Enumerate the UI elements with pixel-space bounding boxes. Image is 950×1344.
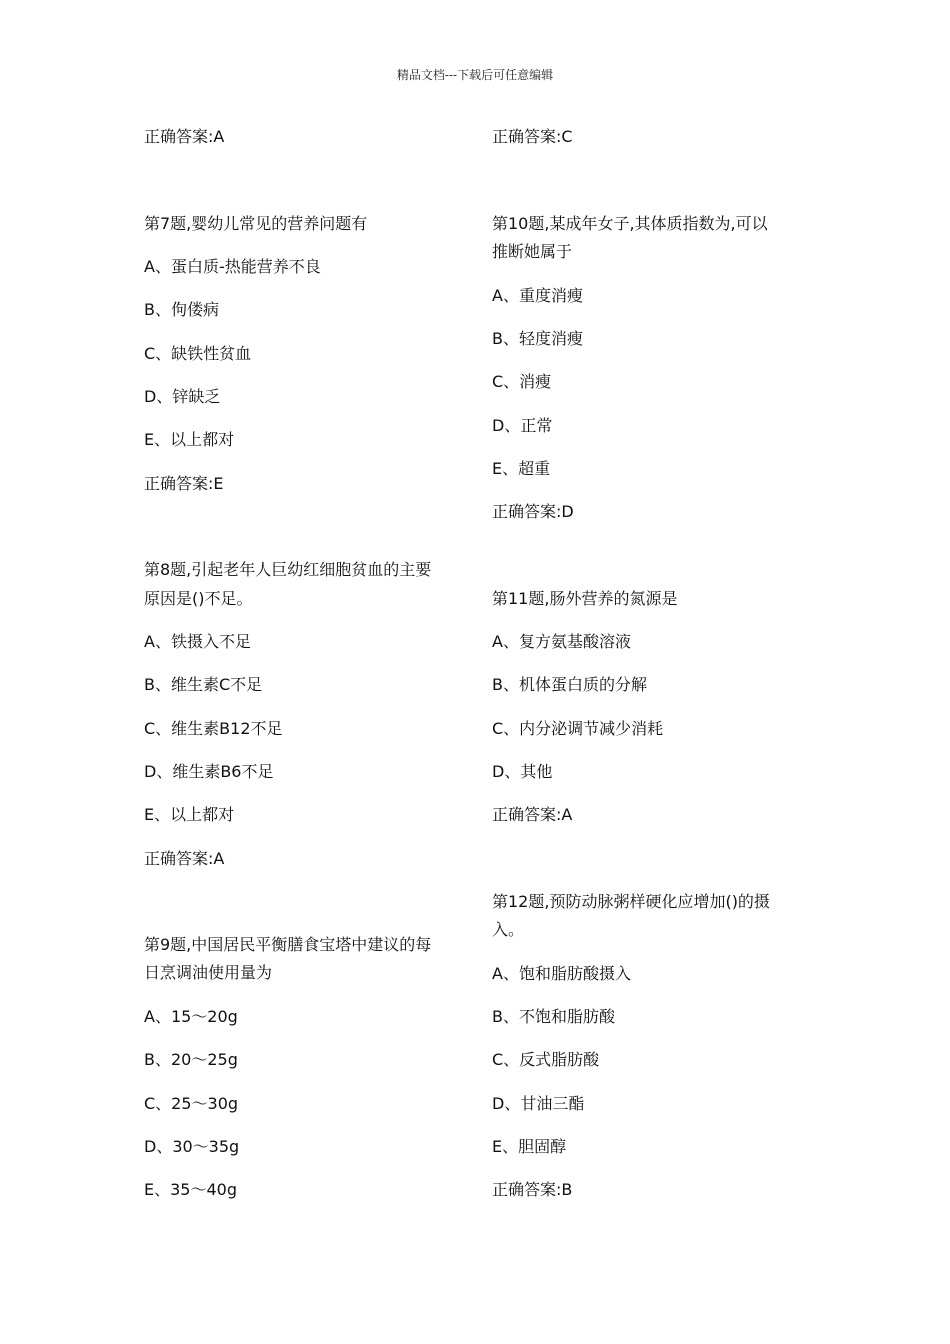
question-title-line-1: 第12题,预防动脉粥样硬化应增加()的摄 — [492, 892, 770, 911]
option-a: A、蛋白质-热能营养不良 — [144, 257, 321, 276]
option-c: C、反式脂肪酸 — [492, 1050, 600, 1069]
answer-q9-prev: 正确答案:C — [492, 127, 573, 146]
option-b: B、轻度消瘦 — [492, 329, 583, 348]
option-b: B、20～25g — [144, 1050, 238, 1069]
option-d: D、维生素B6不足 — [144, 762, 274, 781]
option-b: B、机体蛋白质的分解 — [492, 675, 647, 694]
option-a: A、重度消瘦 — [492, 286, 583, 305]
option-c: C、25～30g — [144, 1094, 239, 1113]
option-b: B、维生素C不足 — [144, 675, 263, 694]
option-c: C、内分泌调节减少消耗 — [492, 719, 664, 738]
answer-q6: 正确答案:A — [144, 127, 225, 146]
question-title-line-2: 日烹调油使用量为 — [144, 963, 273, 982]
option-a: A、饱和脂肪酸摄入 — [492, 964, 631, 983]
option-d: D、正常 — [492, 416, 553, 435]
question-title-line-1: 第8题,引起老年人巨幼红细胞贫血的主要 — [144, 560, 432, 579]
option-b: B、佝偻病 — [144, 300, 219, 319]
page-header: 精品文档---下载后可任意编辑 — [396, 68, 554, 82]
option-a: A、复方氨基酸溶液 — [492, 632, 631, 651]
answer: 正确答案:A — [492, 805, 573, 824]
option-e: E、以上都对 — [144, 805, 235, 824]
question-title-line-2: 推断她属于 — [492, 242, 573, 261]
question-title-line-1: 第10题,某成年女子,其体质指数为,可以 — [492, 214, 768, 233]
option-c: C、消瘦 — [492, 372, 552, 391]
question-title-line-1: 第9题,中国居民平衡膳食宝塔中建议的每 — [144, 935, 432, 954]
option-b: B、不饱和脂肪酸 — [492, 1007, 615, 1026]
option-c: C、缺铁性贫血 — [144, 344, 252, 363]
question-title: 第7题,婴幼儿常见的营养问题有 — [144, 214, 368, 233]
answer: 正确答案:A — [144, 849, 225, 868]
option-d: D、锌缺乏 — [144, 387, 221, 406]
option-e: E、胆固醇 — [492, 1137, 567, 1156]
option-e: E、以上都对 — [144, 430, 235, 449]
option-d: D、30～35g — [144, 1137, 240, 1156]
question-title: 第11题,肠外营养的氮源是 — [492, 589, 678, 608]
option-d: D、甘油三酯 — [492, 1094, 585, 1113]
option-c: C、维生素B12不足 — [144, 719, 283, 738]
option-a: A、铁摄入不足 — [144, 632, 251, 651]
option-a: A、15～20g — [144, 1007, 238, 1026]
option-e: E、超重 — [492, 459, 551, 478]
question-title-line-2: 原因是()不足。 — [144, 589, 253, 608]
question-title-line-2: 入。 — [492, 920, 525, 939]
answer: 正确答案:D — [492, 502, 574, 521]
option-d: D、其他 — [492, 762, 553, 781]
option-e: E、35～40g — [144, 1180, 237, 1199]
answer: 正确答案:B — [492, 1180, 573, 1199]
answer: 正确答案:E — [144, 474, 224, 493]
